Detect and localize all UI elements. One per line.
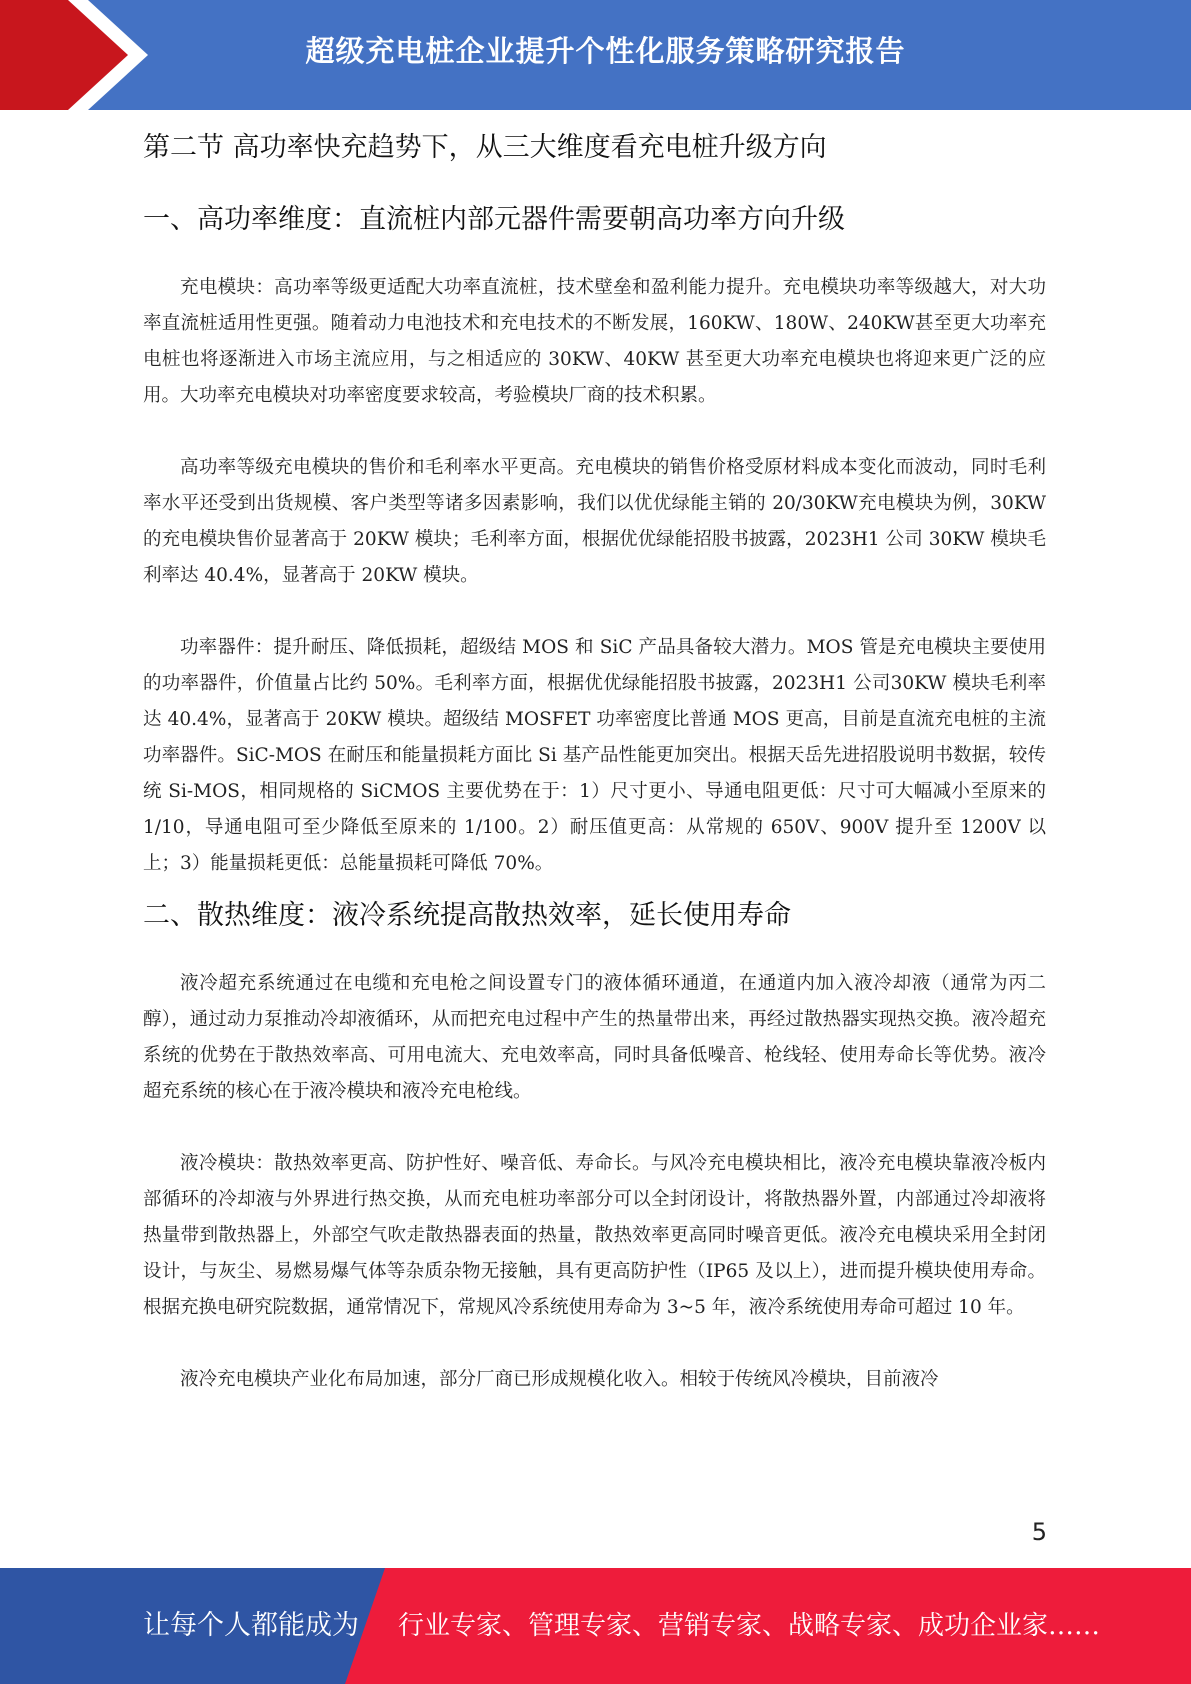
subsection-title-high-power: 一、高功率维度：直流桩内部元器件需要朝高功率方向升级 [143,204,845,235]
page-number: 5 [1031,1518,1047,1546]
footer-slogan-right: 行业专家、管理专家、营销专家、战略专家、成功企业家…… [398,1611,1101,1641]
page-content [143,128,1046,1398]
paragraph-power-devices: 功率器件：提升耐压、降低损耗，超级结 MOS 和 SiC 产品具备较大潜力。MOS 管是充电模块主要使用的功率器件，价值量占比约 50%。毛利率方面，根据优优绿能招股书披露，2023H1 公司30KW 模块毛利率达 40.4%，显著高于 20KW 模块。超级结 MOSFET 功率密度比普通 MOS 更高，目前是直流充电桩的主流功率器件。SiC-MOS 在耐压和能量损耗方面比 Si 基产品性能更加突出。根据天岳先进招股说明书数据，较传统 Si-MOS，相同规格的 SiCMOS 主要优势在于：1）尺寸更小、导通电阻更低：尺寸可大幅减小至原来的 1/10，导通电阻可至少降低至原来的 1/100。2）耐压值更高：从常规的 650V、900V 提升至 1200V 以上；3）能量损耗更低：总能量损耗可降低 70%。 [143,637,1046,874]
paragraph-liquid-cooling-module: 液冷模块：散热效率更高、防护性好、噪音低、寿命长。与风冷充电模块相比，液冷充电模块靠液冷板内部循环的冷却液与外界进行热交换，从而充电桩功率部分可以全封闭设计，将散热器外置，内部通过冷却液将热量带到散热器上，外部空气吹走散热器表面的热量，散热效率更高同时噪音更低。液冷充电模块采用全封闭设计，与灰尘、易燃易爆气体等杂质杂物无接触，具有更高防护性（IP65 及以上），进而提升模块使用寿命。根据充换电研究院数据，通常情况下，常规风冷系统使用寿命为 3~5 年，液冷系统使用寿命可超过 10 年。 [143,1153,1046,1318]
footer-slogan-left: 让每个人都能成为 [143,1610,359,1641]
paragraph-module-price: 高功率等级充电模块的售价和毛利率水平更高。充电模块的销售价格受原材料成本变化而波动，同时毛利率水平还受到出货规模、客户类型等诸多因素影响，我们以优优绿能主销的 20/30KW充电模块为例，30KW 的充电模块售价显著高于 20KW 模块；毛利率方面，根据优优绿能招股书披露，2023H1 公司 30KW 模块毛利率达 40.4%，显著高于 20KW 模块。 [143,457,1046,586]
page-footer [0,1568,1191,1684]
paragraph-liquid-cooling-system: 液冷超充系统通过在电缆和充电枪之间设置专门的液体循环通道，在通道内加入液冷却液（通常为丙二醇），通过动力泵推动冷却液循环，从而把充电过程中产生的热量带出来，再经过散热器实现热交换。液冷超充系统的优势在于散热效率高、可用电流大、充电效率高，同时具备低噪音、枪线轻、使用寿命长等优势。液冷超充系统的核心在于液冷模块和液冷充电枪线。 [143,973,1046,1102]
subsection-title-cooling: 二、散热维度：液冷系统提高散热效率，延长使用寿命 [143,900,791,931]
section-title: 第二节 高功率快充趋势下，从三大维度看充电桩升级方向 [143,132,827,163]
page-header [0,0,1191,110]
report-title: 超级充电桩企业提升个性化服务策略研究报告 [305,34,906,68]
paragraph-charging-module: 充电模块：高功率等级更适配大功率直流桩，技术壁垒和盈利能力提升。充电模块功率等级越大，对大功率直流桩适用性更强。随着动力电池技术和充电技术的不断发展，160KW、180W、240KW甚至更大功率充电桩也将逐渐进入市场主流应用，与之相适应的 30KW、40KW 甚至更大功率充电模块也将迎来更广泛的应用。大功率充电模块对功率密度要求较高，考验模块厂商的技术积累。 [143,277,1046,406]
paragraph-industrialization: 液冷充电模块产业化布局加速，部分厂商已形成规模化收入。相较于传统风冷模块，目前液冷 [180,1369,939,1390]
